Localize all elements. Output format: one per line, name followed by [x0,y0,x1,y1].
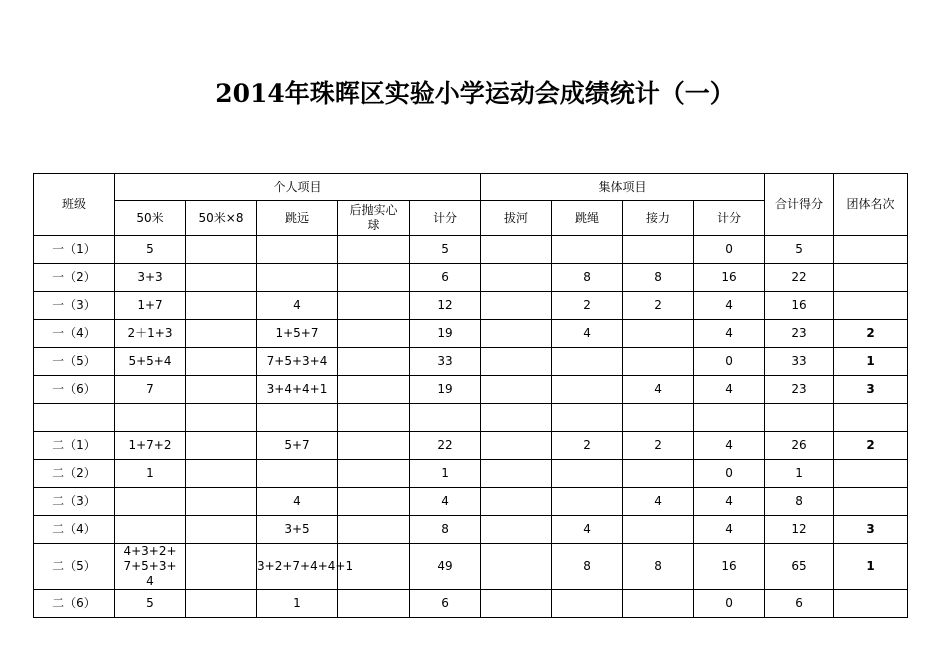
cell-individual-score: 6 [410,590,481,618]
cell-ball-throw [338,516,410,544]
cell-rank [834,292,908,320]
cell-rope-skip [552,460,623,488]
cell-50m: 5 [115,236,186,264]
cell-tug-of-war [481,376,552,404]
cell-individual-score: 5 [410,236,481,264]
cell-rank: 1 [834,348,908,376]
cell-50m-relay [186,376,257,404]
cell-relay [623,590,694,618]
cell-tug-of-war [481,292,552,320]
header-individual: 个人项目 [115,174,481,201]
class-cell: 二（1） [34,432,115,460]
cell-individual-score: 4 [410,488,481,516]
cell-group-score: 4 [694,376,765,404]
cell-rope-skip [552,590,623,618]
cell-50m-relay [186,544,257,590]
cell-tug-of-war [481,544,552,590]
header-ball-throw [338,201,410,236]
cell-tug-of-war [481,264,552,292]
cell-tug-of-war [481,516,552,544]
cell-total: 16 [765,292,834,320]
cell-rope-skip [552,488,623,516]
cell-individual-score: 19 [410,320,481,348]
page-title: 2014年珠晖区实验小学运动会成绩统计（一） [215,79,735,108]
cell-individual-score: 19 [410,376,481,404]
cell-ball-throw [338,376,410,404]
cell-rank [834,236,908,264]
cell-ball-throw [338,264,410,292]
cell-long-jump [257,460,338,488]
cell-long-jump: 7+5+3+4 [257,348,338,376]
cell-rank: 2 [834,320,908,348]
cell-50m: 1 [115,460,186,488]
cell-relay: 2 [623,432,694,460]
cell-ball-throw [338,488,410,516]
cell-50m: 7 [115,376,186,404]
cell-ball-throw [338,348,410,376]
header-group-score: 计分 [694,201,765,236]
cell-long-jump: 1 [257,590,338,618]
cell-ball-throw [338,404,410,432]
cell-50m: 3+3 [115,264,186,292]
cell-long-jump: 5+7 [257,432,338,460]
cell-rope-skip [552,404,623,432]
cell-group-score: 0 [694,236,765,264]
score-table [33,173,908,618]
cell-total: 6 [765,590,834,618]
cell-total: 8 [765,488,834,516]
cell-tug-of-war [481,348,552,376]
cell-long-jump: 4 [257,488,338,516]
cell-group-score: 0 [694,348,765,376]
cell-relay: 2 [623,292,694,320]
cell-relay [623,320,694,348]
cell-total: 23 [765,320,834,348]
cell-total: 22 [765,264,834,292]
cell-50m-relay [186,236,257,264]
cell-rank: 2 [834,432,908,460]
cell-50m: 5+5+4 [115,348,186,376]
cell-relay [623,404,694,432]
cell-tug-of-war [481,236,552,264]
table-row [34,544,908,590]
cell-50m-relay [186,348,257,376]
cell-relay: 8 [623,544,694,590]
cell-50m [115,488,186,516]
cell-individual-score [410,404,481,432]
cell-ball-throw [338,236,410,264]
cell-individual-score: 12 [410,292,481,320]
cell-group-score [694,404,765,432]
table-row [34,348,908,376]
header-tug-of-war: 拔河 [481,201,552,236]
class-cell: 二（5） [34,544,115,590]
table-row [34,236,908,264]
cell-rope-skip: 8 [552,544,623,590]
header-ball-throw-text: 后抛实心球 [349,203,398,232]
cell-individual-score: 1 [410,460,481,488]
cell-total: 1 [765,460,834,488]
cell-individual-score: 33 [410,348,481,376]
header-rank: 团体名次 [834,174,908,236]
cell-group-score: 0 [694,460,765,488]
table-row [34,488,908,516]
class-cell: 一（6） [34,376,115,404]
class-cell: 一（3） [34,292,115,320]
cell-ball-throw [338,432,410,460]
class-cell [34,404,115,432]
table-row [34,516,908,544]
cell-group-score: 16 [694,264,765,292]
table-row [34,264,908,292]
header-50m: 50米 [115,201,186,236]
cell-50m [115,404,186,432]
cell-relay: 8 [623,264,694,292]
cell-long-jump: 3+2+7+4+4+1 [257,544,338,590]
cell-rope-skip: 8 [552,264,623,292]
cell-50m-relay [186,590,257,618]
cell-50m-relay [186,320,257,348]
cell-total: 33 [765,348,834,376]
cell-total: 5 [765,236,834,264]
cell-rope-skip: 4 [552,516,623,544]
header-row-1 [34,174,908,201]
table-row [34,320,908,348]
header-class: 班级 [34,174,115,236]
cell-rank [834,264,908,292]
table-row [34,460,908,488]
cell-rope-skip [552,236,623,264]
cell-relay [623,348,694,376]
cell-total [765,404,834,432]
cell-rope-skip [552,348,623,376]
cell-rope-skip: 4 [552,320,623,348]
header-50m-relay: 50米×8 [186,201,257,236]
table-row [34,292,908,320]
cell-50m-relay [186,264,257,292]
header-rope-skip: 跳绳 [552,201,623,236]
class-cell: 二（4） [34,516,115,544]
cell-total: 23 [765,376,834,404]
cell-ball-throw [338,460,410,488]
cell-tug-of-war [481,590,552,618]
cell-individual-score: 6 [410,264,481,292]
cell-rank [834,488,908,516]
cell-50m: 1+7 [115,292,186,320]
cell-group-score: 4 [694,320,765,348]
class-cell: 一（5） [34,348,115,376]
cell-rope-skip: 2 [552,292,623,320]
table-row [34,376,908,404]
cell-tug-of-war [481,404,552,432]
cell-group-score: 16 [694,544,765,590]
cell-rope-skip [552,376,623,404]
cell-total: 65 [765,544,834,590]
cell-50m-relay [186,432,257,460]
cell-long-jump: 1+5+7 [257,320,338,348]
table-row [34,432,908,460]
header-group: 集体项目 [481,174,765,201]
header-total: 合计得分 [765,174,834,236]
cell-50m: 2＋1+3 [115,320,186,348]
cell-relay [623,460,694,488]
header-relay: 接力 [623,201,694,236]
cell-individual-score: 22 [410,432,481,460]
cell-group-score: 4 [694,488,765,516]
cell-group-score: 4 [694,516,765,544]
cell-tug-of-war [481,432,552,460]
cell-relay [623,516,694,544]
cell-relay: 4 [623,488,694,516]
cell-ball-throw [338,292,410,320]
cell-50m-relay [186,488,257,516]
cell-ball-throw [338,320,410,348]
cell-long-jump [257,404,338,432]
cell-50m-relay [186,460,257,488]
cell-long-jump: 3+4+4+1 [257,376,338,404]
cell-50m: 4+3+2+7+5+3+4 [115,544,186,590]
class-cell: 一（1） [34,236,115,264]
cell-individual-score: 8 [410,516,481,544]
cell-relay [623,236,694,264]
cell-rank: 3 [834,516,908,544]
cell-long-jump [257,264,338,292]
cell-tug-of-war [481,320,552,348]
cell-long-jump [257,236,338,264]
cell-tug-of-war [481,460,552,488]
cell-group-score: 0 [694,590,765,618]
cell-tug-of-war [481,488,552,516]
class-cell: 一（2） [34,264,115,292]
cell-individual-score: 49 [410,544,481,590]
class-cell: 二（2） [34,460,115,488]
cell-ball-throw [338,590,410,618]
cell-total: 26 [765,432,834,460]
class-cell: 二（6） [34,590,115,618]
cell-50m: 5 [115,590,186,618]
cell-50m-relay [186,516,257,544]
cell-long-jump: 4 [257,292,338,320]
cell-rank: 3 [834,376,908,404]
cell-group-score: 4 [694,432,765,460]
cell-50m [115,516,186,544]
cell-total: 12 [765,516,834,544]
cell-50m: 1+7+2 [115,432,186,460]
class-cell: 二（3） [34,488,115,516]
cell-50m-relay [186,404,257,432]
cell-rope-skip: 2 [552,432,623,460]
cell-rank [834,460,908,488]
class-cell: 一（4） [34,320,115,348]
cell-relay: 4 [623,376,694,404]
cell-rank [834,590,908,618]
header-individual-score: 计分 [410,201,481,236]
cell-rank: 1 [834,544,908,590]
cell-long-jump: 3+5 [257,516,338,544]
cell-rank [834,404,908,432]
header-long-jump: 跳远 [257,201,338,236]
table-row [34,590,908,618]
cell-group-score: 4 [694,292,765,320]
table-row [34,404,908,432]
cell-50m-relay [186,292,257,320]
